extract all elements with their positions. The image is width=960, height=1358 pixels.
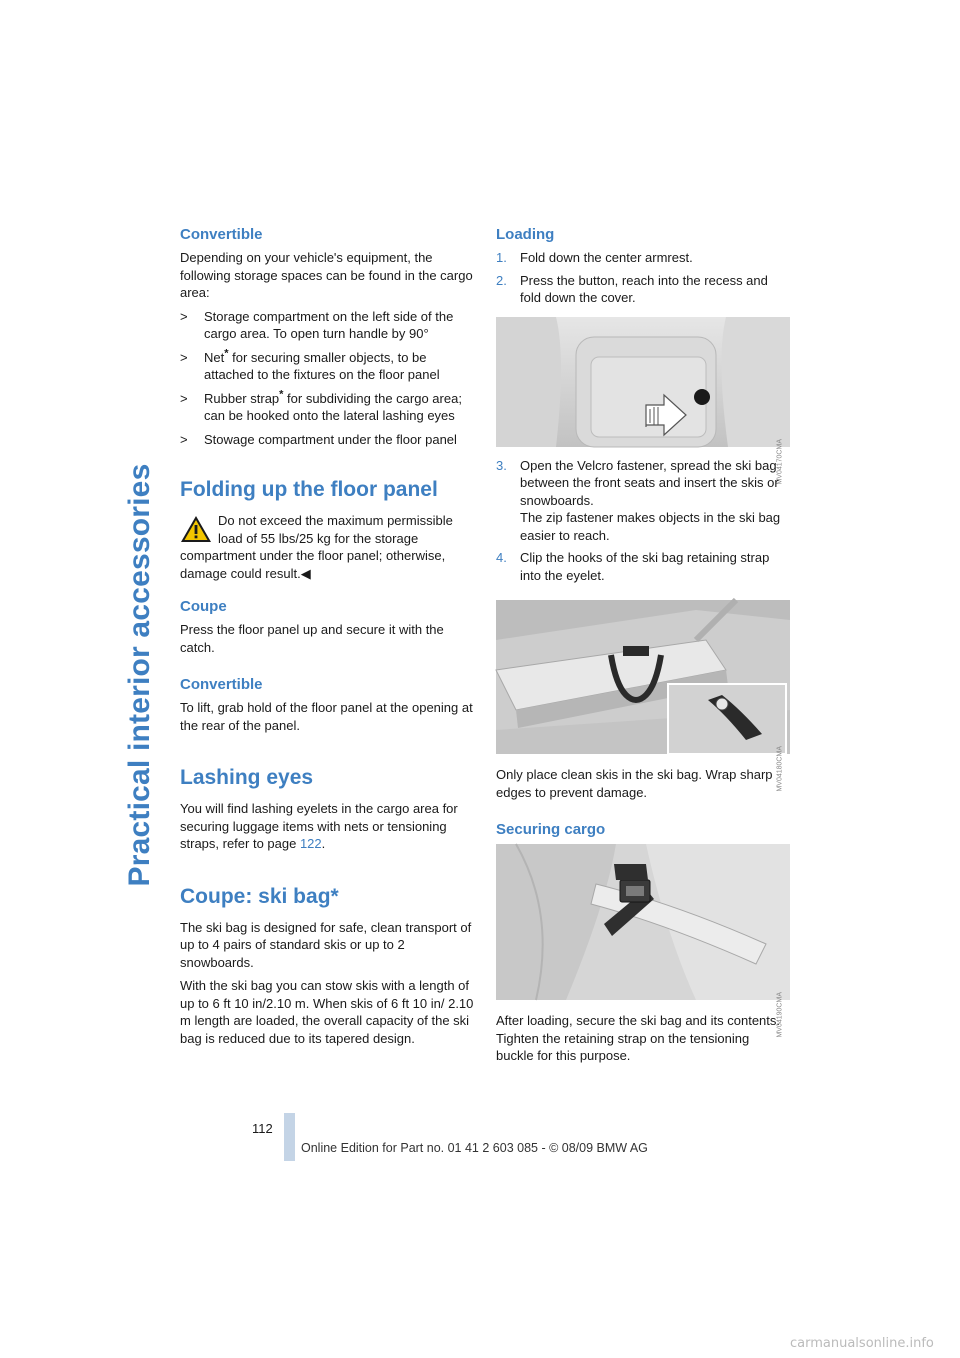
figure-code: MV04190CMA xyxy=(777,992,784,1038)
lashing-text: You will find lashing eyelets in the cargo area for securing luggage items with nets or tensioning straps, refer to page 122. xyxy=(180,801,458,851)
ski-bag-illustration xyxy=(496,600,790,754)
step-item: 4. Clip the hooks of the ski bag retaining strap into the eyelet. xyxy=(496,550,770,583)
convertible-heading: Convertible xyxy=(180,226,263,243)
left-column xyxy=(180,226,474,1053)
list-item: > Storage compartment on the left side of the cargo area. To open turn handle by 90° xyxy=(180,308,454,341)
after-loading-text: After loading, secure the ski bag and its contents. Tighten the retaining strap on the tensioning buckle for this purpose. xyxy=(496,1013,781,1063)
ski-bag-p1: The ski bag is designed for safe, clean transport of up to 4 pairs of standard skis or up to 2 snowboards. xyxy=(180,919,472,970)
securing-illustration xyxy=(496,844,790,1000)
optional-star: * xyxy=(279,388,284,401)
securing-heading: Securing cargo xyxy=(496,821,606,838)
list-item: > Rubber strap* for subdividing the cargo area; can be hooked onto the lateral lashing eyes xyxy=(180,388,462,423)
loading-steps-b xyxy=(496,457,790,585)
step-item: 2. Press the button, reach into the recess and fold down the cover. xyxy=(496,272,768,305)
right-column xyxy=(496,226,790,1071)
page-number: 112 xyxy=(252,1121,273,1136)
warning-icon xyxy=(180,514,212,544)
ski-bag-p2: With the ski bag you can stow skis with a length of up to 6 ft 10 in/2.10 m. When skis of 6 ft 10 in/ 2.10 m length are loaded, the overall capacity of the ski bag is reduced due to its tapered design. xyxy=(180,978,474,1046)
armrest-figure xyxy=(496,317,790,485)
footer-accent-bar xyxy=(284,1113,295,1161)
coupe-heading: Coupe xyxy=(180,598,227,615)
section-title-text: Practical interior accessories xyxy=(123,463,156,887)
list-item: > Net* for securing smaller objects, to be attached to the fixtures on the floor panel xyxy=(180,347,440,382)
edition-line: Online Edition for Part no. 01 41 2 603 085 - © 08/09 BMW AG xyxy=(301,1141,648,1155)
figure-code: MV04180CMA xyxy=(777,746,784,792)
step-item: 3. Open the Velcro fastener, spread the ski bag between the front seats and insert the skis or snowboards. The zip fastener makes objects in the ski bag easier to reach. xyxy=(496,457,781,543)
list-item: > Stowage compartment under the floor panel xyxy=(180,431,457,447)
armrest-illustration xyxy=(496,317,790,447)
warning-text: Do not exceed the maximum permissible load of 55 lbs/25 kg for the storage compartment under the floor panel; otherwise, damage could result. xyxy=(180,513,453,581)
side-section-title xyxy=(118,0,162,1358)
page-link[interactable]: 122 xyxy=(299,836,322,851)
folding-heading: Folding up the floor panel xyxy=(180,478,438,501)
loading-steps-a xyxy=(496,249,790,307)
lashing-heading: Lashing eyes xyxy=(180,766,314,789)
end-marker: ◀ xyxy=(300,565,311,581)
loading-heading: Loading xyxy=(496,226,555,243)
storage-list xyxy=(180,308,474,449)
convertible2-heading: Convertible xyxy=(180,676,263,693)
figure-code: MV04170CMA xyxy=(777,438,784,485)
warning-box xyxy=(180,512,474,582)
convertible-intro: Depending on your vehicle's equipment, the following storage spaces can be found in the cargo area: xyxy=(180,250,473,300)
step-item: 1. Fold down the center armrest. xyxy=(496,250,693,265)
site-watermark: carmanualsonline.info xyxy=(790,1336,934,1351)
coupe-text: Press the floor panel up and secure it with the catch. xyxy=(180,622,444,655)
ski-bag-heading: Coupe: ski bag* xyxy=(180,884,339,908)
convertible2-text: To lift, grab hold of the floor panel at the opening at the rear of the panel. xyxy=(180,700,473,733)
optional-star: * xyxy=(224,347,229,360)
clean-skis-text: Only place clean skis in the ski bag. Wrap sharp edges to prevent damage. xyxy=(496,767,773,800)
